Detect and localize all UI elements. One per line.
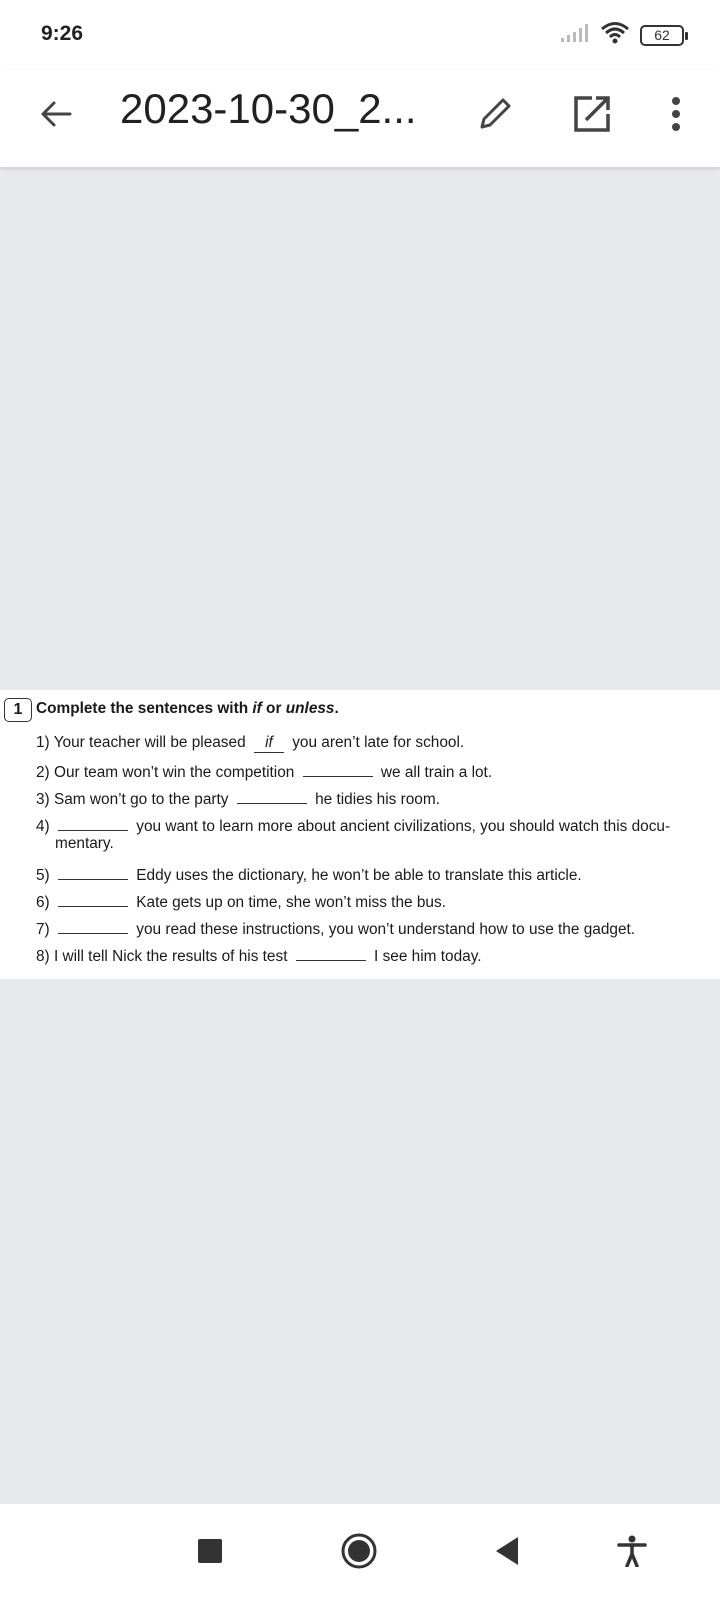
back-triangle-icon	[493, 1536, 521, 1571]
signal-icon	[560, 23, 590, 48]
edit-button[interactable]	[467, 88, 523, 144]
sentence-2: 2) Our team won’t win the competition we all train a lot.	[36, 761, 492, 782]
battery-icon: 62	[640, 25, 684, 46]
status-bar	[0, 0, 720, 70]
more-options-button[interactable]	[648, 88, 704, 144]
pencil-icon	[475, 94, 515, 139]
document-title: 2023-10-30_2...	[120, 85, 417, 132]
home-button[interactable]	[336, 1530, 382, 1576]
status-time: 9:26	[41, 22, 84, 45]
document-viewer[interactable]	[0, 167, 720, 1504]
sentence-3: 3) Sam won’t go to the party he tidies his room.	[36, 788, 440, 809]
accessibility-button[interactable]	[609, 1530, 655, 1576]
status-icons	[560, 21, 684, 50]
nav-back-button[interactable]	[484, 1530, 530, 1576]
accessibility-icon	[617, 1535, 647, 1572]
sentence-7: 7) you read these instructions, you won’t understand how to use the gadget.	[36, 918, 635, 939]
sentence-5: 5) Eddy uses the dictionary, he won’t be able to translate this article.	[36, 864, 582, 885]
exercise-number: 1	[4, 698, 32, 722]
sentence-4-continuation: mentary.	[55, 835, 114, 852]
open-external-icon	[572, 94, 612, 139]
sentence-1: 1) Your teacher will be pleased if you aren’t late for school.	[36, 734, 465, 751]
app-bar	[0, 70, 720, 167]
recents-button[interactable]	[187, 1530, 233, 1576]
sentence-4: 4) you want to learn more about ancient civilizations, you should watch this docu-	[36, 815, 670, 836]
exercise-instruction: Complete the sentences with if or unless.	[36, 700, 339, 717]
system-nav-bar	[0, 1504, 720, 1600]
wifi-icon	[600, 21, 630, 50]
back-button[interactable]	[28, 88, 84, 144]
recents-square-icon	[197, 1538, 223, 1569]
open-external-button[interactable]	[564, 88, 620, 144]
home-circle-icon	[340, 1532, 378, 1575]
sentence-8: 8) I will tell Nick the results of his test I see him today.	[36, 945, 482, 966]
document-page	[0, 690, 720, 979]
sentence-6: 6) Kate gets up on time, she won’t miss the bus.	[36, 891, 446, 912]
more-vert-icon	[670, 96, 682, 137]
back-arrow-icon	[38, 96, 74, 137]
